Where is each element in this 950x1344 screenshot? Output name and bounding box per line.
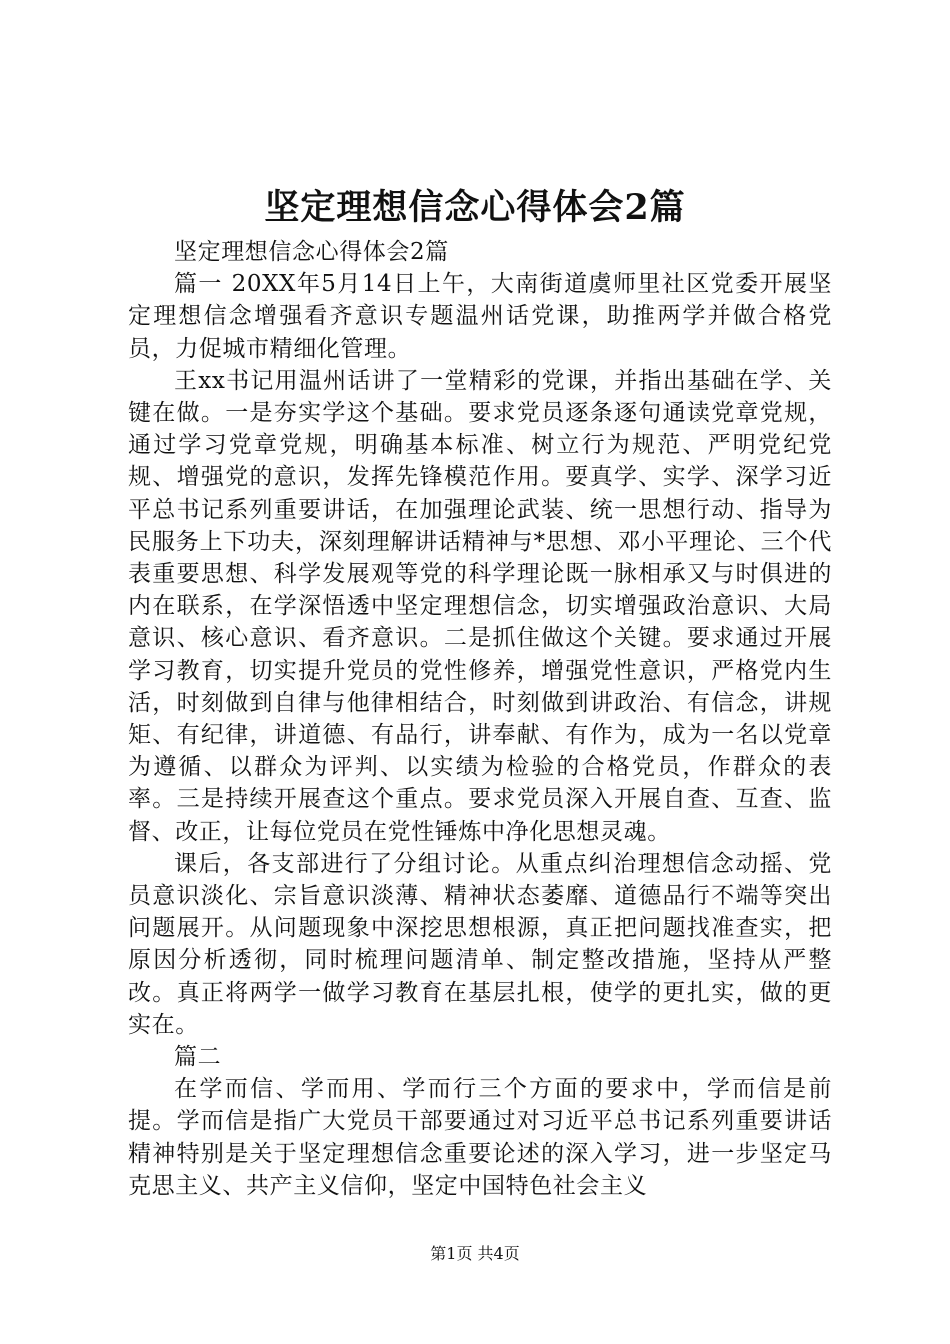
page-footer: 第1页 共4页 [430, 1244, 520, 1263]
body-paragraph: 课后，各支部进行了分组讨论。从重点纠治理想信念动摇、党员意识淡化、宗旨意识淡薄、精神状态萎靡、道德品行不端等突出问题展开。从问题现象中深挖思想根源，真正把问题找准查实，把原因分析透彻，同时梳理问题清单、制定整改措施，坚持从严整改。真正将两学一做学习教育在基层扎根，使学的更扎实，做的更实在。 [128, 850, 832, 1038]
subtitle-paragraph: 坚定理想信念心得体会2篇 [174, 239, 449, 265]
document-title: 坚定理想信念心得体会2篇 [264, 187, 686, 228]
body-paragraph: 王xx书记用温州话讲了一堂精彩的党课，并指出基础在学、关键在做。一是夯实学这个基础。要求党员逐条逐句通读党章党规，通过学习党章党规，明确基本标准、树立行为规范、严明党纪党规、增强党的意识，发挥先锋模范作用。要真学、实学、深学习近平总书记系列重要讲话，在加强理论武装、统一思想行动、指导为民服务上下功夫，深刻理解讲话精神与*思想、邓小平理论、三个代表重要思想、科学发展观等党的科学理论既一脉相承又与时俱进的内在联系，在学深悟透中坚定理想信念，切实增强政治意识、大局意识、核心意识、看齐意识。二是抓住做这个关键。要求通过开展学习教育，切实提升党员的党性修养，增强党性意识，严格党内生活，时刻做到自律与他律相结合，时刻做到讲政治、有信念，讲规矩、有纪律，讲道德、有品行，讲奉献、有作为，成为一名以党章为遵循、以群众为评判、以实绩为检验的合格党员，作群众的表率。三是持续开展查这个重点。要求党员深入开展自查、互查、监督、改正，让每位党员在党性锤炼中净化思想灵魂。 [128, 367, 832, 845]
body-paragraph: 篇一 20XX年5月14日上午，大南街道虞师里社区党委开展坚定理想信念增强看齐意识专题温州话党课，助推两学并做合格党员，力促城市精细化管理。 [128, 271, 832, 362]
body-paragraph: 在学而信、学而用、学而行三个方面的要求中，学而信是前提。学而信是指广大党员干部要通过对习近平总书记系列重要讲话精神特别是关于坚定理想信念重要论述的深入学习，进一步坚定马克思主义、共产主义信仰，坚定中国特色社会主义 [128, 1076, 832, 1199]
document-body [128, 236, 832, 1202]
section-heading: 篇二 [174, 1044, 222, 1071]
